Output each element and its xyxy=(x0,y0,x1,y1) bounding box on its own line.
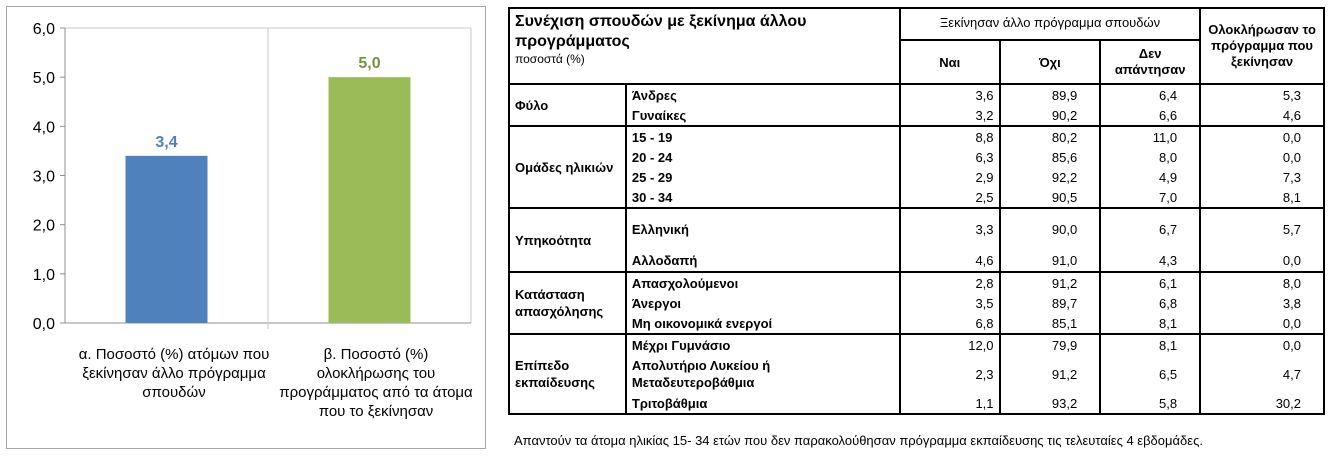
cell-no-answer: 4,3 xyxy=(1100,250,1200,272)
row-label: Απασχολούμενοι xyxy=(626,272,900,293)
group-label-employment xyxy=(509,272,626,334)
cell-completed: 3,8 xyxy=(1200,293,1324,313)
cell-completed: 4,7 xyxy=(1200,355,1324,393)
cell-no-answer: 6,1 xyxy=(1100,272,1200,293)
cell-completed: 5,7 xyxy=(1200,208,1324,250)
table-row xyxy=(509,147,1324,167)
statistics-table-panel xyxy=(508,7,1325,415)
cell-completed: 5,3 xyxy=(1200,84,1324,105)
group-label-education xyxy=(509,334,626,414)
row-label-line2: Μεταδευτεροβάθμια xyxy=(631,375,755,390)
cell-no-answer: 8,1 xyxy=(1100,334,1200,355)
x-category-label-b: β. Ποσοστό (%) ολοκλήρωσης του προγράμματος από τα άτομα που το ξεκίνησαν xyxy=(279,346,473,420)
table-row xyxy=(509,105,1324,126)
y-tick-label: 4,0 xyxy=(32,119,55,137)
row-label: Αλλοδαπή xyxy=(626,250,900,272)
cell-no-answer: 7,0 xyxy=(1100,187,1200,208)
cell-no: 91,2 xyxy=(1000,272,1101,293)
header-yes: Ναι xyxy=(900,40,1000,84)
row-label: 30 - 34 xyxy=(626,187,900,208)
cell-yes: 3,3 xyxy=(900,208,1000,250)
row-label xyxy=(626,355,900,393)
data-label: 5,0 xyxy=(358,55,381,73)
table-row xyxy=(509,167,1324,187)
cell-yes: 6,3 xyxy=(900,147,1000,167)
table-row xyxy=(509,84,1324,105)
cell-no-answer: 4,9 xyxy=(1100,167,1200,187)
y-tick-label: 3,0 xyxy=(32,168,55,186)
cell-no: 90,0 xyxy=(1000,208,1101,250)
header-no-answer-line1: Δεν xyxy=(1138,46,1162,61)
cell-completed: 0,0 xyxy=(1200,334,1324,355)
table-row xyxy=(509,250,1324,272)
cell-no: 93,2 xyxy=(1000,393,1101,414)
cell-completed: 0,0 xyxy=(1200,147,1324,167)
cell-yes: 2,8 xyxy=(900,272,1000,293)
cell-no: 79,9 xyxy=(1000,334,1101,355)
cell-no: 89,9 xyxy=(1000,84,1101,105)
cell-yes: 2,9 xyxy=(900,167,1000,187)
table-row xyxy=(509,187,1324,208)
y-tick-label: 1,0 xyxy=(32,266,55,284)
header-no-answer-line2: απάντησαν xyxy=(1114,62,1186,77)
bar xyxy=(329,77,411,323)
header-no-answer xyxy=(1100,40,1200,84)
cell-yes: 12,0 xyxy=(900,334,1000,355)
cell-no: 80,2 xyxy=(1000,126,1101,147)
cell-completed: 8,1 xyxy=(1200,187,1324,208)
table-footnote: Απαντούν τα άτομα ηλικίας 15- 34 ετών που δεν παρακολούθησαν πρόγραμμα εκπαίδευσης τις τελευταίες 4 εβδομάδες. xyxy=(514,433,1203,448)
cell-yes: 4,6 xyxy=(900,250,1000,272)
cell-no: 92,2 xyxy=(1000,167,1101,187)
row-label: Ελληνική xyxy=(626,208,900,250)
cell-completed: 30,2 xyxy=(1200,393,1324,414)
y-tick-label: 6,0 xyxy=(32,21,55,38)
table-row xyxy=(509,355,1324,393)
row-label: 15 - 19 xyxy=(626,126,900,147)
cell-yes: 1,1 xyxy=(900,393,1000,414)
cell-yes: 3,6 xyxy=(900,84,1000,105)
header-completed-line3: ξεκίνησαν xyxy=(1230,54,1294,69)
cell-completed: 8,0 xyxy=(1200,272,1324,293)
row-label: Άνδρες xyxy=(626,84,900,105)
cell-no-answer: 6,6 xyxy=(1100,105,1200,126)
cell-no: 90,5 xyxy=(1000,187,1101,208)
cell-no-answer: 6,7 xyxy=(1100,208,1200,250)
cell-no-answer: 8,1 xyxy=(1100,313,1200,334)
cell-completed: 0,0 xyxy=(1200,313,1324,334)
cell-yes: 8,8 xyxy=(900,126,1000,147)
table-title-cell xyxy=(509,8,900,84)
group-label-education-line2: εκπαίδευσης xyxy=(515,375,595,390)
cell-yes: 3,5 xyxy=(900,293,1000,313)
table-row xyxy=(509,293,1324,313)
row-label: Μέχρι Γυμνάσιο xyxy=(626,334,900,355)
header-no: Όχι xyxy=(1000,40,1101,84)
table-row xyxy=(509,208,1324,250)
y-tick-label: 0,0 xyxy=(32,316,55,333)
group-label-education-line1: Επίπεδο xyxy=(515,358,570,373)
cell-no-answer: 6,8 xyxy=(1100,293,1200,313)
table-title-line1: Συνέχιση σπουδών με ξεκίνημα άλλου xyxy=(515,13,807,30)
header-started-other: Ξεκίνησαν άλλο πρόγραμμα σπουδών xyxy=(900,8,1200,40)
cell-no-answer: 6,4 xyxy=(1100,84,1200,105)
cell-yes: 2,5 xyxy=(900,187,1000,208)
table-row xyxy=(509,272,1324,293)
cell-completed: 0,0 xyxy=(1200,126,1324,147)
row-label: 20 - 24 xyxy=(626,147,900,167)
y-tick-label: 2,0 xyxy=(32,217,55,235)
x-category-label-a: α. Ποσοστό (%) ατόμων που ξεκίνησαν άλλο πρόγραμμα σπουδών xyxy=(78,346,270,401)
cell-no: 85,1 xyxy=(1000,313,1101,334)
header-completed-line2: πρόγραμμα που xyxy=(1211,38,1313,53)
cell-yes: 3,2 xyxy=(900,105,1000,126)
table-row xyxy=(509,126,1324,147)
cell-no: 85,6 xyxy=(1000,147,1101,167)
cell-completed: 7,3 xyxy=(1200,167,1324,187)
cell-no-answer: 6,5 xyxy=(1100,355,1200,393)
table-row xyxy=(509,393,1324,414)
cell-no-answer: 5,8 xyxy=(1100,393,1200,414)
header-completed-line1: Ολοκλήρωσαν το xyxy=(1208,22,1316,37)
cell-completed: 0,0 xyxy=(1200,250,1324,272)
cell-no: 91,0 xyxy=(1000,250,1101,272)
cell-no: 91,2 xyxy=(1000,355,1101,393)
group-label-age: Ομάδες ηλικιών xyxy=(509,126,626,208)
row-label: 25 - 29 xyxy=(626,167,900,187)
cell-yes: 6,8 xyxy=(900,313,1000,334)
group-label-employment-line2: απασχόλησης xyxy=(515,304,604,319)
group-label-employment-line1: Κατάσταση xyxy=(515,287,585,302)
chart-panel xyxy=(6,6,486,449)
table-row xyxy=(509,313,1324,334)
cell-no-answer: 11,0 xyxy=(1100,126,1200,147)
table-row xyxy=(509,334,1324,355)
cell-no: 90,2 xyxy=(1000,105,1101,126)
row-label: Άνεργοι xyxy=(626,293,900,313)
row-label-line1: Απολυτήριο Λυκείου ή xyxy=(631,358,771,373)
data-label: 3,4 xyxy=(155,133,178,151)
header-completed xyxy=(1200,8,1324,84)
cell-completed: 4,6 xyxy=(1200,105,1324,126)
row-label: Μη οικονομικά ενεργοί xyxy=(626,313,900,334)
cell-yes: 2,3 xyxy=(900,355,1000,393)
table-title-line2: προγράμματος xyxy=(515,33,630,50)
row-label: Τριτοβάθμια xyxy=(626,393,900,414)
bar xyxy=(126,156,208,323)
cell-no: 89,7 xyxy=(1000,293,1101,313)
group-label-sex: Φύλο xyxy=(509,84,626,126)
row-label: Γυναίκες xyxy=(626,105,900,126)
cell-no-answer: 8,0 xyxy=(1100,147,1200,167)
statistics-table xyxy=(508,7,1325,415)
table-subtitle: ποσοστά (%) xyxy=(515,52,585,66)
group-label-citizenship: Υπηκοότητα xyxy=(509,208,626,272)
y-tick-label: 5,0 xyxy=(32,70,55,88)
